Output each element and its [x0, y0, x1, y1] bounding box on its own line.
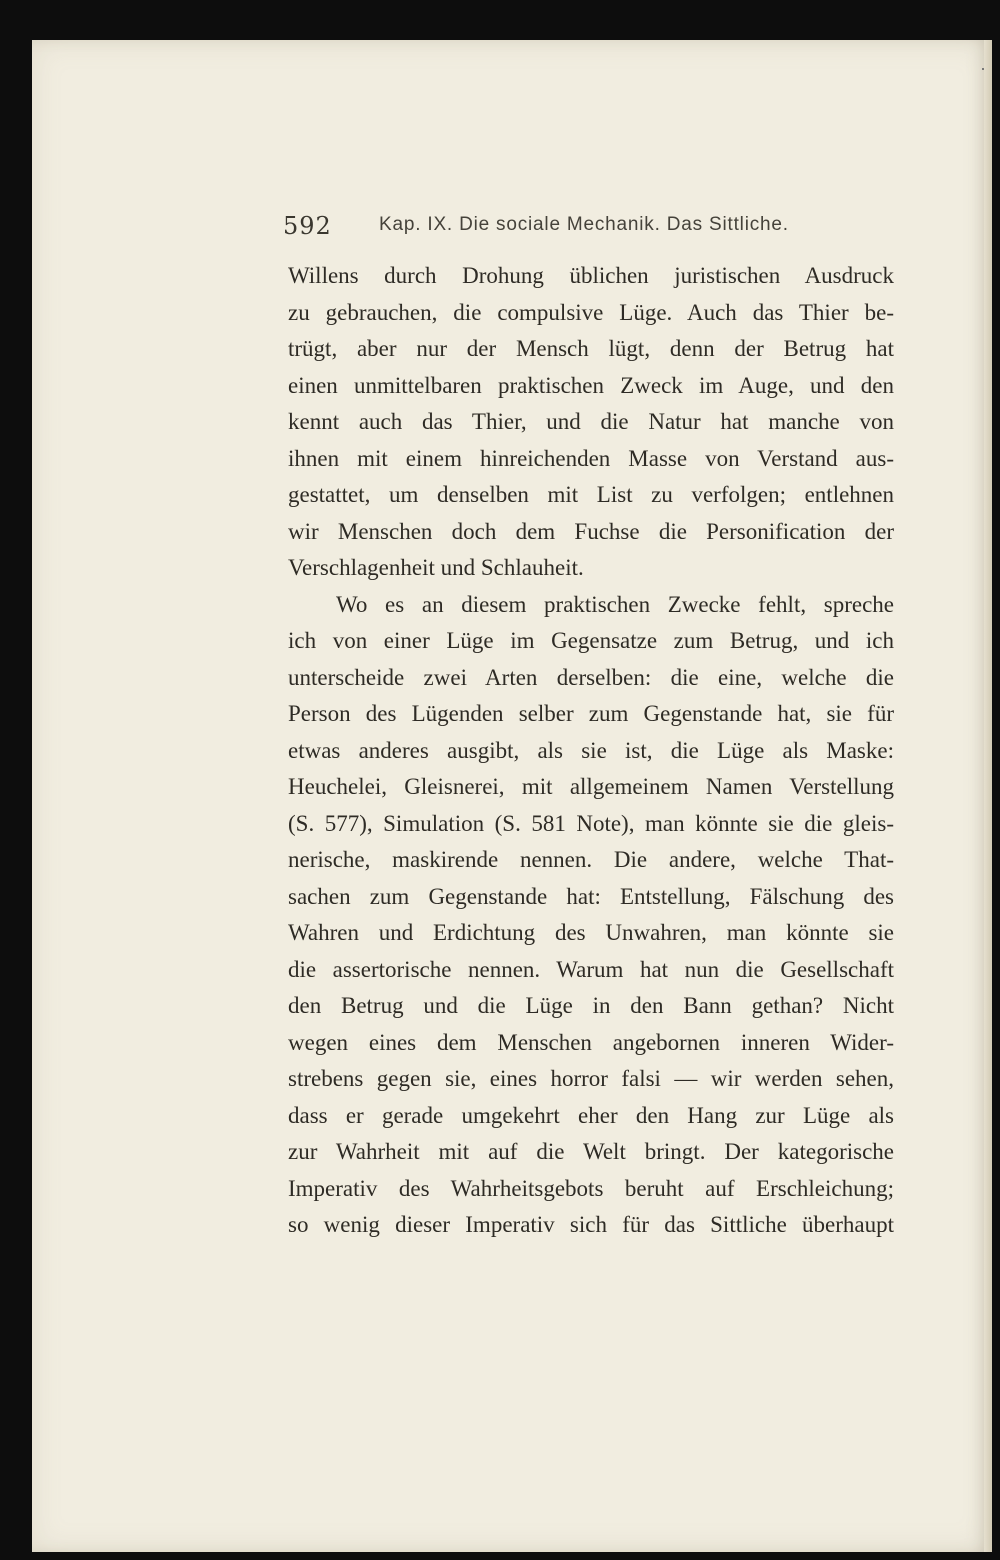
text-line: ich von einer Lüge im Gegensatze zum Betrug, und ich: [288, 628, 894, 653]
text-line: (S. 577), Simulation (S. 581 Note), man könnte sie die gleis-: [288, 810, 894, 836]
body-text: [288, 258, 894, 1244]
chapter-heading: Kap. IX. Die sociale Mechanik. Das Sittliche.: [379, 214, 789, 235]
text-line: Wahren und Erdichtung des Unwahren, man könnte sie: [288, 920, 894, 945]
text-line: sachen zum Gegenstande hat: Entstellung, Fälschung des: [288, 883, 894, 909]
running-head: [283, 210, 883, 250]
text-line: unterscheide zwei Arten derselben: die eine, welche die: [288, 664, 894, 690]
paragraph-start-line: Wo es an diesem praktischen Zwecke fehlt, spreche: [336, 591, 894, 617]
text-line: wegen eines dem Menschen angebornen inneren Wider-: [288, 1029, 894, 1055]
text-line: die assertorische nennen. Warum hat nun die Gesellschaft: [288, 956, 894, 982]
text-line: Person des Lügenden selber zum Gegenstande hat, sie für: [288, 701, 894, 726]
text-line: den Betrug und die Lüge in den Bann gethan? Nicht: [288, 993, 894, 1018]
text-line: kennt auch das Thier, und die Natur hat manche von: [288, 409, 894, 434]
scan-speck: [982, 68, 984, 70]
paragraph-end-line: Verschlagenheit und Schlauheit.: [288, 555, 584, 580]
page-number: 592: [283, 212, 332, 240]
text-line: Heuchelei, Gleisnerei, mit allgemeinem Namen Verstellung: [288, 774, 894, 799]
text-line: nerische, maskirende nennen. Die andere, welche That-: [288, 847, 894, 872]
text-line: so wenig dieser Imperativ sich für das Sittliche überhaupt: [288, 1212, 894, 1237]
text-line: dass er gerade umgekehrt eher den Hang zur Lüge als: [288, 1102, 894, 1128]
text-line: wir Menschen doch dem Fuchse die Personification der: [288, 518, 894, 544]
text-line: gestattet, um denselben mit List zu verfolgen; entlehnen: [288, 482, 894, 507]
text-line: zur Wahrheit mit auf die Welt bringt. Der kategorische: [288, 1139, 894, 1164]
page-edge: [984, 40, 992, 1552]
text-line: ihnen mit einem hinreichenden Masse von Verstand aus-: [288, 445, 894, 471]
text-line: trügt, aber nur der Mensch lügt, denn der Betrug hat: [288, 336, 894, 361]
text-line: zu gebrauchen, die compulsive Lüge. Auch das Thier be-: [288, 299, 894, 325]
book-page: [32, 40, 992, 1552]
text-line: einen unmittelbaren praktischen Zweck im Auge, und den: [288, 372, 894, 398]
text-line: Imperativ des Wahrheitsgebots beruht auf Erschleichung;: [288, 1175, 894, 1201]
text-line: strebens gegen sie, eines horror falsi — wir werden sehen,: [288, 1066, 894, 1091]
text-line: etwas anderes ausgibt, als sie ist, die Lüge als Maske:: [288, 737, 894, 763]
text-line: Willens durch Drohung üblichen juristischen Ausdruck: [288, 263, 894, 288]
